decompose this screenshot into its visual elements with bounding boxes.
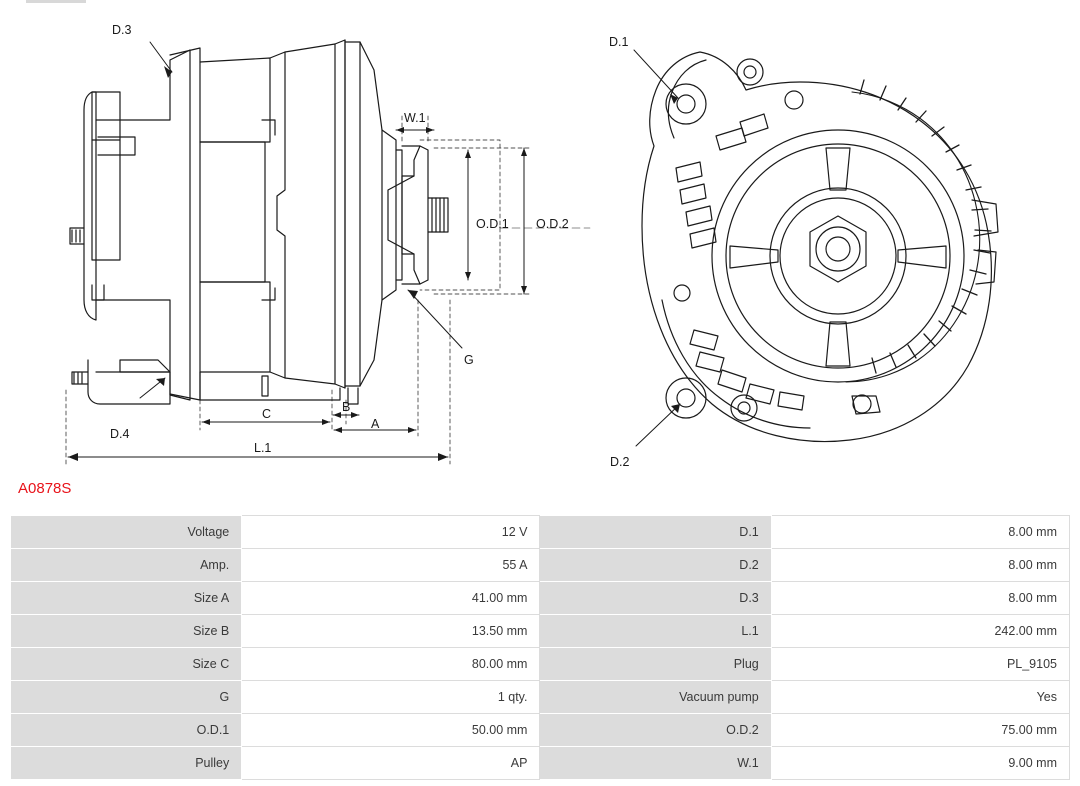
fan-inner-circle [726,144,950,368]
arrow-w1-left [396,127,404,133]
spec-label: Vacuum pump [540,681,771,714]
fin-8 [696,352,724,372]
base-rail-notch [262,376,268,396]
pulley-lower-flange [402,254,420,284]
housing-upper-panel [200,58,270,142]
leader-d2 [636,404,680,446]
front-cover-profile [360,42,382,386]
spec-label: W.1 [540,747,771,780]
spec-value: 12 V [242,516,540,549]
center-nut-ring [816,227,860,271]
housing-rib [262,120,275,300]
label-d4: D.4 [110,427,130,441]
ring-gear-teeth [860,80,991,373]
pulley-upper-flange [402,146,420,176]
spec-label: L.1 [540,615,771,648]
boss-lower-1-bore [738,402,750,414]
label-g: G [464,353,474,367]
spec-value: 80.00 mm [242,648,540,681]
shaft-nut [428,198,448,232]
arrow-od1-top [465,150,471,158]
foot-stud-thread [74,373,82,383]
fin-9 [718,370,746,392]
table-row [11,615,1070,648]
spec-value: 8.00 mm [771,582,1069,615]
arrow-od2-top [521,148,527,156]
boss-upper-1-bore [744,66,756,78]
arrowhead-d4 [156,378,165,386]
arrow-a-right [408,427,416,433]
spec-value: 242.00 mm [771,615,1069,648]
front-cover-back [335,40,345,388]
spec-label: D.3 [540,582,771,615]
mount-hole-upper-inner [677,95,695,113]
spec-label: Voltage [11,516,242,549]
label-d2: D.2 [610,455,630,469]
base-rail [200,372,340,400]
spec-label: G [11,681,242,714]
arrow-od2-bottom [521,286,527,294]
spec-label: Pulley [11,747,242,780]
drive-end-flange-left [170,48,200,400]
fan-outer-circle [712,130,964,382]
terminal-thread-rear [72,230,80,242]
arrow-l1-left [68,453,78,461]
label-d3: D.3 [112,23,132,37]
spec-value: 8.00 mm [771,516,1069,549]
leader-d3 [150,42,172,72]
fin-10 [746,384,774,404]
housing-lower-panel [200,282,270,372]
arrow-b-right [351,412,359,418]
spec-value: 8.00 mm [771,549,1069,582]
label-od2: O.D.2 [536,217,569,231]
label-a: A [371,417,380,431]
bearing-boss [382,130,396,300]
housing-mid-panel [200,142,265,282]
spec-value: 41.00 mm [242,582,540,615]
label-l1: L.1 [254,441,272,455]
fan-blade-bottom [826,322,850,366]
arrowhead-d3 [164,66,172,78]
table-row [11,516,1070,549]
spec-value: 50.00 mm [242,714,540,747]
pulley-outer-rim [420,146,428,284]
spec-value: 9.00 mm [771,747,1069,780]
spec-value: Yes [771,681,1069,714]
arrow-c-right [322,419,330,425]
spec-label: O.D.2 [540,714,771,747]
boss-mid-left [674,285,690,301]
arrow-c-left [202,419,210,425]
spec-value: PL_9105 [771,648,1069,681]
pulley-vee-groove [388,176,414,254]
arrow-od1-bottom [465,272,471,280]
rear-body-outline [96,50,190,400]
fan-blade-top [826,148,850,190]
arrow-a-left [334,427,342,433]
boss-upper-1 [737,59,763,85]
fin-7 [690,330,718,350]
fin-11 [778,392,804,410]
mount-hole-upper-outer [666,84,706,124]
part-code: A0878S [18,480,72,497]
front-cover-band [345,42,360,386]
label-c: C [262,407,272,421]
spec-label: D.2 [540,549,771,582]
label-d1: D.1 [609,35,629,49]
shaft-thread [432,198,444,232]
spec-value: 75.00 mm [771,714,1069,747]
shaft-collar [396,150,402,280]
hub-circle-outer [770,188,906,324]
rear-housing-curve [84,92,96,320]
label-b: B [342,400,351,414]
spec-label: D.1 [540,516,771,549]
fin-6 [740,114,768,136]
spec-label: Size A [11,582,242,615]
spec-value: 13.50 mm [242,615,540,648]
spec-value: AP [242,747,540,780]
front-housing-inner-edge-bottom [662,300,810,428]
table-row [11,714,1070,747]
spec-value: 55 A [242,549,540,582]
center-shaft-bore [826,237,850,261]
rear-notch [92,285,104,300]
arrowhead-g [408,290,418,299]
arrow-b-left [333,412,341,418]
fin-2 [680,184,706,204]
spec-value: 1 qty. [242,681,540,714]
spec-label: Amp. [11,549,242,582]
table-row [11,681,1070,714]
boss-upper-2 [785,91,803,109]
center-nut-hex [810,216,866,282]
fin-3 [686,206,712,226]
table-row [11,582,1070,615]
stator-core [285,44,335,384]
mount-foot [88,360,170,404]
spec-label: Size B [11,615,242,648]
arrow-w1-right [426,127,434,133]
mount-foot-top [120,360,170,372]
table-row [11,747,1070,780]
spec-label: Size C [11,648,242,681]
fin-5 [716,128,746,150]
fin-1 [676,162,702,182]
specifications-table [10,515,1070,780]
spec-label: O.D.1 [11,714,242,747]
spec-label: Plug [540,648,771,681]
table-row [11,648,1070,681]
arrow-l1-right [438,453,448,461]
label-w1: W.1 [404,111,426,125]
label-od1: O.D.1 [476,217,509,231]
stator-body [270,52,285,378]
leader-g [408,290,462,348]
table-row [11,549,1070,582]
